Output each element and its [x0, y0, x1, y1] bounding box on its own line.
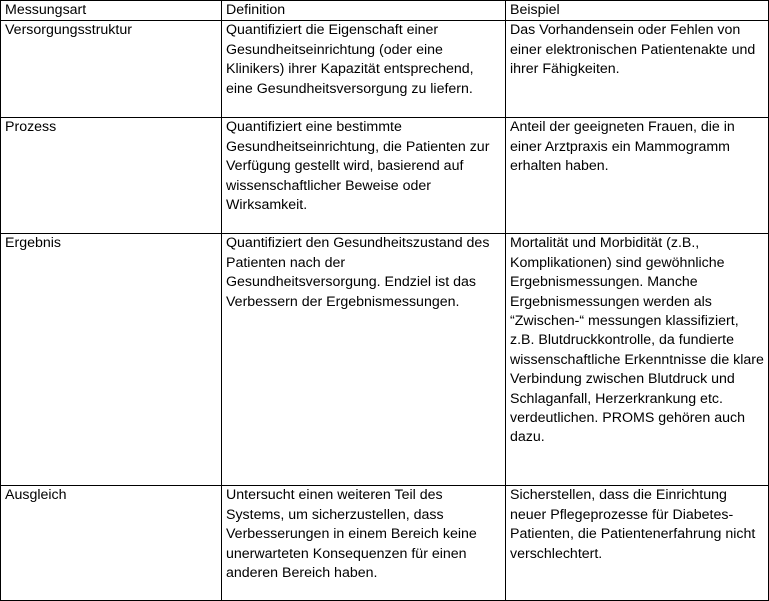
example-text: Sicherstellen, dass die Einrichtung neuer Pflegeprozesse für Diabetes-Patienten, die Patientenerfahrung nicht verschlechtert. [510, 487, 756, 562]
example-text: Mortalität und Morbidität (z.B., Komplikationen) sind gewöhnliche Ergebnismessungen. Manche Ergebnismessungen werden als “Zwischen-“ messungen klassifiziert, z.B. Blutdruckkontrolle, da fundierte wissenschaftliche Erkenntnisse die klare Verbindung zwischen Blutdruck und Schlaganfall, Herzerkrankung etc. verdeutlichen. PROMS gehören auch dazu. [510, 235, 764, 446]
example-text: Anteil der geeigneten Frauen, die in einer Arztpraxis ein Mammogramm erhalten haben. [510, 119, 735, 175]
table-header-row [1, 1, 769, 21]
table-row [1, 118, 769, 234]
example-cell [506, 486, 769, 601]
example-cell [506, 118, 769, 234]
measurement-type: Ergebnis [5, 235, 61, 252]
definition-cell [222, 234, 506, 486]
table-row [1, 486, 769, 601]
header-cell [222, 1, 506, 21]
type-cell [1, 118, 222, 234]
header-cell [1, 1, 222, 21]
definition-text: Quantifiziert den Gesundheitszustand des Patienten nach der Gesundheitsversorgung. Endziel ist das Verbessern der Ergebnismessungen. [226, 235, 490, 310]
definition-cell [222, 21, 506, 118]
definition-text: Quantifiziert die Eigenschaft einer Gesundheitseinrichtung (oder eine Klinikers) ihrer Kapazität entsprechend, eine Gesundheitsversorgung zu liefern. [226, 22, 474, 97]
definition-cell [222, 118, 506, 234]
measurement-type: Prozess [5, 119, 57, 136]
definition-text: Untersucht einen weiteren Teil des Systems, um sicherzustellen, dass Verbesserungen in einem Bereich keine unerwarteten Konsequenzen für einen anderen Bereich haben. [226, 487, 477, 582]
example-cell [506, 234, 769, 486]
example-cell [506, 21, 769, 118]
type-cell [1, 234, 222, 486]
header-cell [506, 1, 769, 21]
table-row [1, 21, 769, 118]
type-cell [1, 21, 222, 118]
measurement-type: Versorgungsstruktur [5, 22, 132, 39]
example-text: Das Vorhandensein oder Fehlen von einer elektronischen Patientenakte und ihrer Fähigkeiten. [510, 22, 756, 78]
header-measurement-type: Messungsart [5, 2, 87, 18]
definition-cell [222, 486, 506, 601]
header-example: Beispiel [510, 2, 560, 18]
definition-text: Quantifiziert eine bestimmte Gesundheitseinrichtung, die Patienten zur Verfügung gestellt wird, basierend auf wissenschaftlicher Beweise oder Wirksamkeit. [226, 119, 490, 214]
table-row [1, 234, 769, 486]
measurement-type: Ausgleich [5, 487, 67, 504]
header-definition: Definition [226, 2, 286, 18]
type-cell [1, 486, 222, 601]
